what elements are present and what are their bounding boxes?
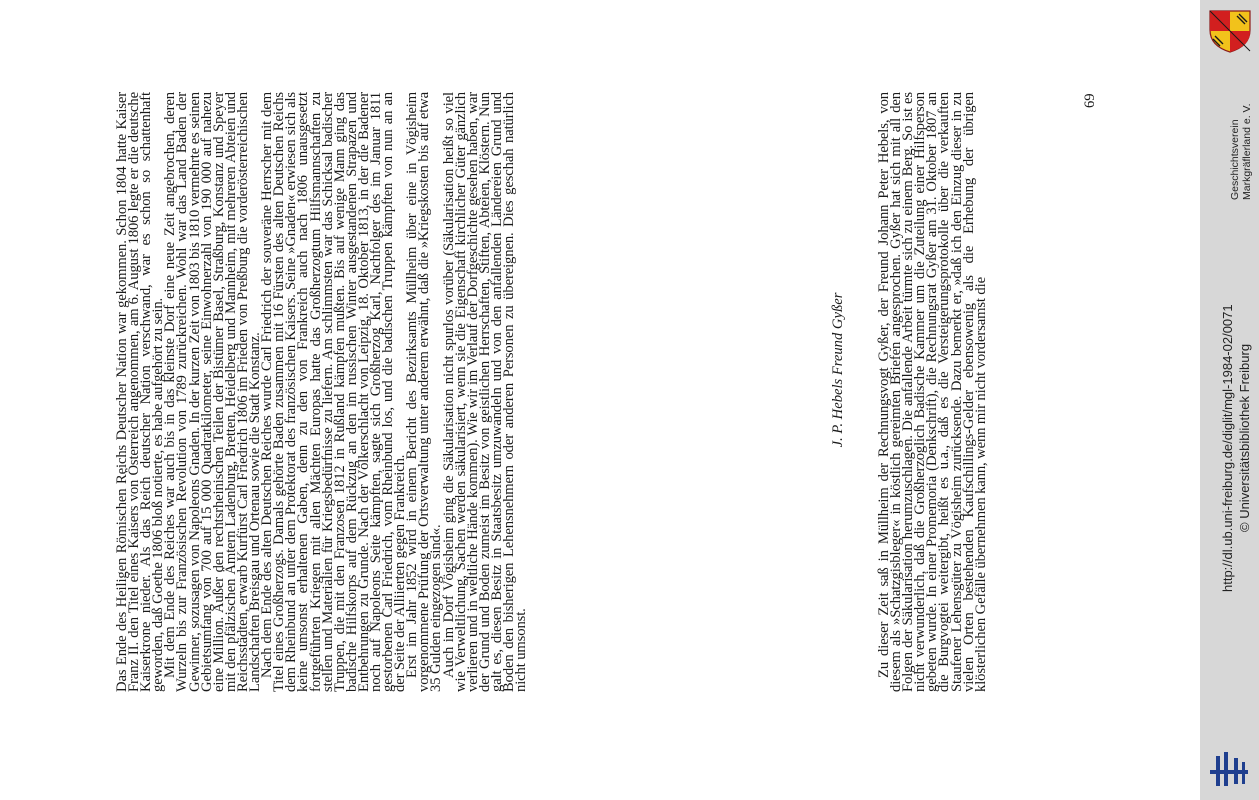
society-name-line1: Geschichtsverein bbox=[1229, 119, 1241, 200]
text-column-lower bbox=[878, 92, 987, 692]
article-heading: J. P. Hebels Freund Gyßer bbox=[830, 292, 846, 448]
society-crest-icon bbox=[1207, 8, 1253, 54]
paragraph: Zu dieser Zeit saß in Müllheim der Rechnungsvogt Gyßer, der Freund Johann Peter Hebels, von diesem als »Schatzgisbleger« in köstlich gereimten Briefen angesprochen. Gyßer hat sich mit all den Folgen der Säkularisation herumzuschlagen. Die anfallende Arbeit türmte sich zu einem Berg. So ist es nicht verwunderlich, daß die Großherzoglich Badische Kammer um die Zuteilung einer Hilfsperson gebeten wurde. In einer Promemoria (Denkschrift), die Rechnungsrat Gyßer am 31. Oktober 1807 an die Burgvogtei weitergibt, heißt es u.a., daß es die Versteigerungsprotokolle über die verkauften Staufener Lehensgüter zu Vögisheim zurücksende. Dazu bemerkt er, »daß ich den Einzug dieser in zu vielen Orten bestehenden Kaufschillings-Gelder ebensowenig als die Erhebung der übrigen klösterlichen Gefälle übernehmen kann, wenn mir nicht vordersamst die bbox=[876, 92, 989, 692]
document-url-link[interactable]: http://dl.ub.uni-freiburg.de/diglit/mgl-1984-02/0071 bbox=[1220, 304, 1235, 592]
paragraph: Mit dem Ende des Reiches war auch bis in das kleinste Dorf eine neue Zeit angebrochen, deren Wurzeln bis zur Französischen Revolution von 1789 zurückreichen. Wohl war das Land Baden der Gewinner, sozusagen von Napoleons Gnaden. In der kurzen Zeit von 1803 bis 1810 vermehrte es seinen Gebietsumfang von 700 auf 15 000 Quadratkilometer, seine Einwohnerzahl von 190 000 auf nahezu eine Million. Außer den rechtsrheinischen Teilen der Bistümer Basel, Straßburg, Konstanz und Speyer mit den pfälzischen Ämtern Ladenburg, Bretten, Heidelberg und Mannheim, mit mehreren Abteien und Reichsstädten, erwarb Kurfürst Carl Friedrich 1806 im Frieden von Preßburg die vorderösterreichischen Landschaften Breisgau und Ortenau sowie die Stadt Konstanz. bbox=[162, 92, 264, 692]
paragraph: Auch im Dorf Vögisheim ging die Säkularisation nicht spurlos vorüber (Säkularisation heißt so viel wie Verweltlichung, Sachen werden säkularisiert, wenn sie die Eigenschaft kirchlicher Güter gänzlich verlieren und in weltliche Hände kommen). Wie wir im Verlauf der Dorfgeschichte gesehen haben, war der Grund und Boden zumeist im Besitz von geistlichen Herrschaften, Stiften, Abteien, Klöstern. Nun galt es, diesen Besitz in Staatsbesitz umzuwandeln und von den anfallenden Ländereien Grund und Boden den bisherigen Lehensnehmern oder anderen Personen zu übereignen. Dies geschah natürlich nicht umsonst. bbox=[440, 92, 530, 692]
text-column-upper bbox=[114, 92, 530, 692]
paragraph: Nach dem Ende des alten Deutschen Reiches wurde Carl Friedrich der souveräne Herrscher mit dem Titel eines Großherzogs. Damals gehörte Baden zusammen mit 16 Fürsten des alten Deutschen Reichs dem Rheinbund an unter dem Protektorat des französischen Kaisers. Seine »Gnaden« erwiesen sich als keine umsonst erhaltenen Gaben, denn zu den von Frankreich auch nach 1806 unausgesetzt fortgeführten Kriegen mit allen Mächten Europas hatte das Großherzogtum Hilfsmannschaften zu stellen und Materialien für Kriegsbedürfnisse zu liefern. Am schlimmsten war das Schicksal badischer Truppen, die mit den Franzosen 1812 in Rußland kämpfen mußten. Bis auf wenige Mann ging das badische Hilfskorps auf dem Rückzug an den im russischen Winter ausgestandenen Strapazen und Entbehrungen zu Grunde. Nach der Völkerschlacht von Leipzig, 18. Oktober 1813, in der die Badener noch auf Napoleons Seite kämpften, sagte sich Großherzog Karl, Nachfolger des im Januar 1811 gestorbenen Carl Friedrich, vom Rheinbund los, und die badischen Truppen kämpften von nun an an der Seite der Alliierten gegen Frankreich. bbox=[259, 92, 409, 692]
paragraph: Das Ende des Heiligen Römischen Reichs Deutscher Nation war gekommen. Schon 1804 hatte Kaiser Franz II. den Titel eines Kaisers von Österreich angenommen, am 6. August 1806 legte er die deutsche Kaiserkrone nieder. Als das Reich deutscher Nation verschwand, war es schon so schattenhaft geworden, daß Goethe 1806 bloß notierte, es habe aufgehört zu sein. bbox=[114, 92, 167, 692]
university-library-logo-icon bbox=[1206, 748, 1252, 788]
copyright-notice: © Universitätsbibliothek Freiburg bbox=[1237, 343, 1252, 532]
society-name-line2: Markgräflerland e. V. bbox=[1241, 103, 1253, 200]
page-number: 69 bbox=[1082, 93, 1098, 108]
society-name bbox=[1229, 103, 1253, 210]
paragraph: Erst im Jahr 1852 wird in einem Bericht des Bezirksamts Müllheim über eine in Vögisheim vorgenommene Prüfung der Ortsverwaltung unter anderem erwähnt, daß die »Kriegskosten bis auf etwa 35 Gulden eingezogen sind«. bbox=[404, 92, 445, 692]
